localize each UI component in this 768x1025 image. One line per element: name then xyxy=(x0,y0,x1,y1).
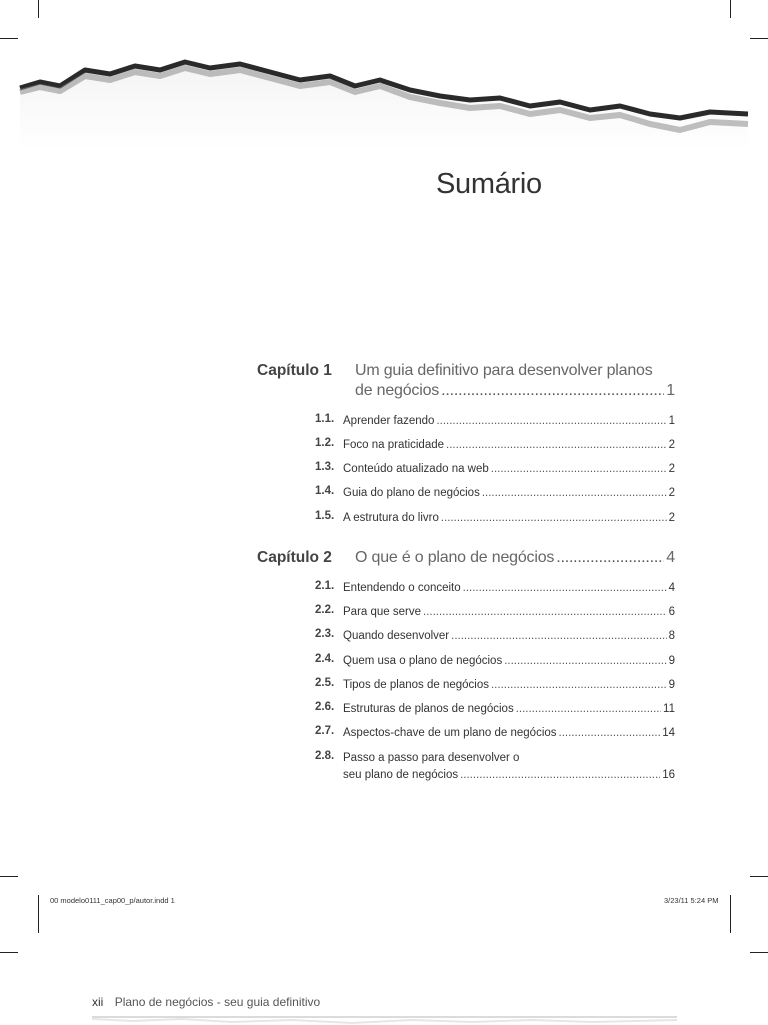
footer-running-title: Plano de negócios - seu guia definitivo xyxy=(114,995,321,1009)
chapter-title-leader xyxy=(355,548,675,568)
leader-dots xyxy=(436,413,666,430)
section-number: 1.5. xyxy=(315,510,335,522)
section-number: 1.1. xyxy=(315,413,335,425)
leader-dots xyxy=(556,548,664,568)
crop-mark xyxy=(730,895,731,933)
leader-dots xyxy=(482,485,667,502)
section-number: 2.5. xyxy=(315,677,335,689)
section-number: 2.8. xyxy=(315,750,335,762)
chapter-2-heading xyxy=(257,549,675,571)
section-title: Guia do plano de negócios xyxy=(343,487,480,499)
section-title: Aspectos-chave de um plano de negócios xyxy=(343,727,557,739)
section-number: 2.3. xyxy=(315,628,335,640)
toc-entry[interactable] xyxy=(315,461,675,481)
slug-filename: 00 modelo0111_cap00_p/autor.indd 1 xyxy=(50,896,175,905)
section-title: Quando desenvolver xyxy=(343,630,450,642)
torn-paper-header xyxy=(0,40,768,150)
leader-dots xyxy=(491,461,667,478)
section-title: seu plano de negócios xyxy=(343,769,459,781)
crop-mark xyxy=(750,952,768,953)
section-number: 2.2. xyxy=(315,604,335,616)
section-page-number: 16 xyxy=(662,769,675,781)
section-number: 2.1. xyxy=(315,580,335,592)
chapter-label: Capítulo 1 xyxy=(257,362,332,379)
leader-dots xyxy=(504,653,666,670)
leader-dots xyxy=(559,725,661,742)
section-page-number: 4 xyxy=(668,582,675,594)
section-number: 2.4. xyxy=(315,653,335,665)
crop-mark xyxy=(38,0,39,18)
leader-dots xyxy=(451,628,666,645)
chapter-1-heading xyxy=(257,362,675,404)
section-title-leader xyxy=(343,767,675,784)
toc-entry[interactable] xyxy=(315,413,675,433)
toc-entry[interactable] xyxy=(315,437,675,457)
leader-dots xyxy=(463,580,667,597)
leader-dots xyxy=(441,510,667,527)
page-footer xyxy=(92,995,320,1009)
section-page-number: 2 xyxy=(668,512,675,524)
section-page-number: 6 xyxy=(668,606,675,618)
leader-dots xyxy=(446,437,667,454)
section-title: Quem usa o plano de negócios xyxy=(343,655,503,667)
chapter-page-number: 4 xyxy=(666,549,675,566)
section-page-number: 14 xyxy=(662,727,675,739)
leader-dots xyxy=(441,381,664,401)
section-number: 1.2. xyxy=(315,437,335,449)
crop-mark xyxy=(0,876,18,877)
section-title: Conteúdo atualizado na web xyxy=(343,463,489,475)
chapter-title-line: Um guia definitivo para desenvolver planos xyxy=(355,362,653,379)
section-page-number: 8 xyxy=(668,630,675,642)
footer-page-number: xii xyxy=(92,995,104,1009)
section-title: A estrutura do livro xyxy=(343,512,439,524)
crop-mark xyxy=(730,0,731,18)
leader-dots xyxy=(423,604,667,621)
toc-entry[interactable] xyxy=(315,750,675,786)
chapter-title-line: O que é o plano de negócios xyxy=(355,549,555,566)
section-number: 1.4. xyxy=(315,485,335,497)
section-title: Entendendo o conceito xyxy=(343,582,461,594)
leader-dots xyxy=(516,701,661,718)
section-page-number: 2 xyxy=(668,463,675,475)
chapter-label: Capítulo 2 xyxy=(257,549,332,566)
toc-entry[interactable] xyxy=(315,580,675,600)
section-title: Tipos de planos de negócios xyxy=(343,679,489,691)
section-title: Aprender fazendo xyxy=(343,415,435,427)
crop-mark xyxy=(0,952,18,953)
toc-entry[interactable] xyxy=(315,485,675,505)
section-title: Estruturas de planos de negócios xyxy=(343,703,514,715)
toc-entry[interactable] xyxy=(315,653,675,673)
section-title-line: Passo a passo para desenvolver o xyxy=(343,752,520,764)
toc-entry[interactable] xyxy=(315,628,675,648)
crop-mark xyxy=(38,895,39,933)
section-number: 1.3. xyxy=(315,461,335,473)
leader-dots xyxy=(460,767,660,784)
section-page-number: 1 xyxy=(668,415,675,427)
leader-dots xyxy=(491,677,667,694)
page-title: Sumário xyxy=(436,168,542,200)
section-page-number: 9 xyxy=(668,655,675,667)
toc-entry[interactable] xyxy=(315,677,675,697)
section-page-number: 2 xyxy=(668,487,675,499)
crop-mark xyxy=(750,38,768,39)
section-title: Para que serve xyxy=(343,606,421,618)
chapter-page-number: 1 xyxy=(666,382,675,399)
section-page-number: 9 xyxy=(668,679,675,691)
slug-datetime: 3/23/11 5:24 PM xyxy=(664,896,719,905)
toc-entry[interactable] xyxy=(315,510,675,530)
toc-entry[interactable] xyxy=(315,604,675,624)
crop-mark xyxy=(750,876,768,877)
toc-entry[interactable] xyxy=(315,725,675,745)
chapter-title-leader xyxy=(355,381,675,401)
chapter-title-line: de negócios xyxy=(355,382,440,399)
crop-mark xyxy=(0,38,18,39)
section-title: Foco na praticidade xyxy=(343,439,445,451)
toc-entry[interactable] xyxy=(315,701,675,721)
section-page-number: 2 xyxy=(668,439,675,451)
chapter-title xyxy=(355,361,675,401)
section-page-number: 11 xyxy=(663,703,675,715)
section-number: 2.6. xyxy=(315,701,335,713)
section-number: 2.7. xyxy=(315,725,335,737)
